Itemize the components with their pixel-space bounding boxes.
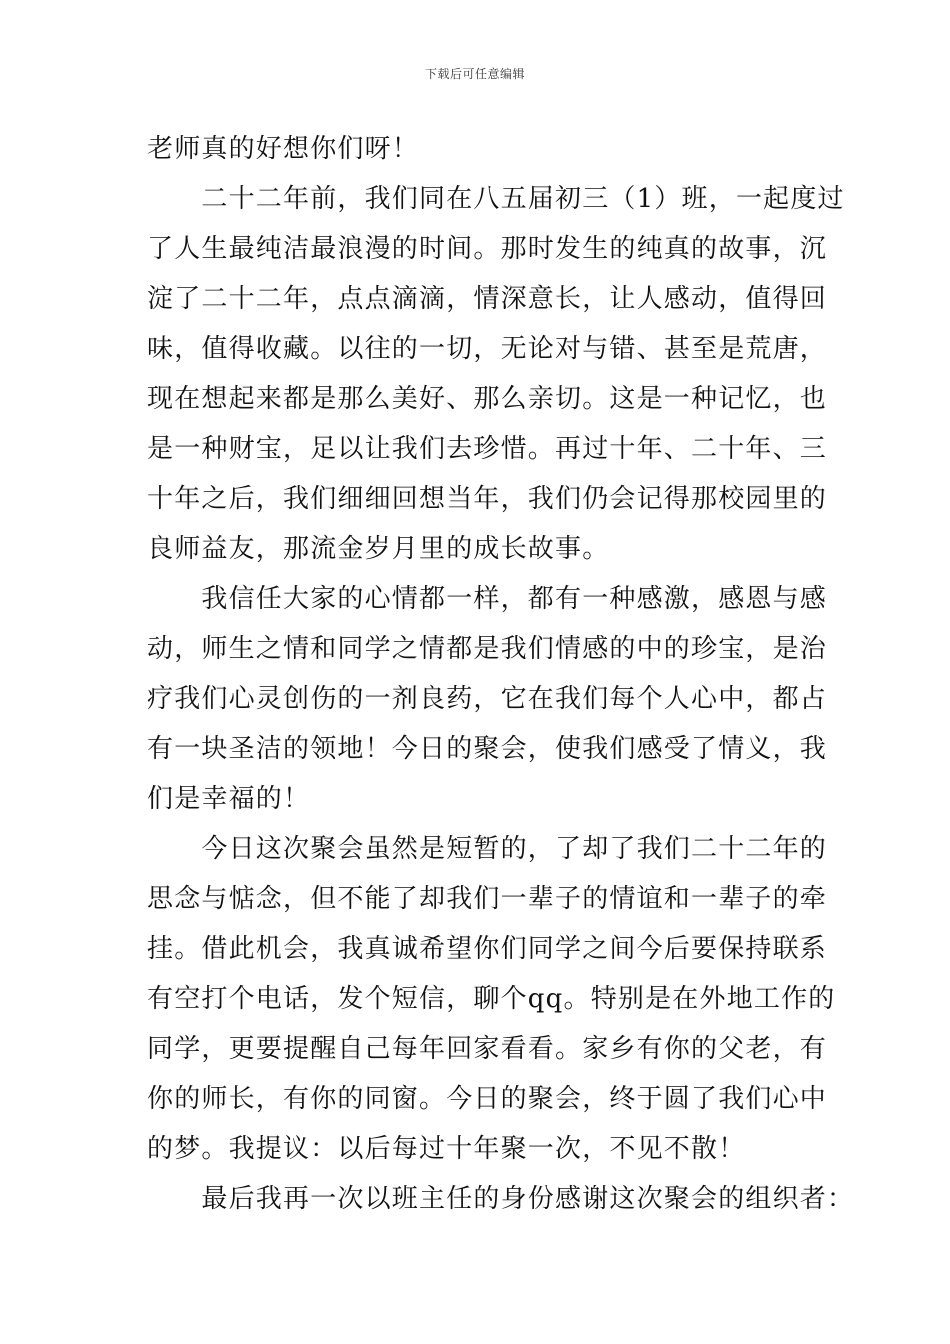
text-line: 我信任大家的心情都一样，都有一种感激，感恩与感: [147, 584, 828, 614]
page-header: 下载后可任意编辑: [424, 67, 525, 81]
text-line: 十年之后，我们细细回想当年，我们仍会记得那校园里的: [147, 484, 828, 514]
text-line: 今日这次聚会虽然是短暂的，了却了我们二十二年的: [147, 834, 828, 864]
text-line: 二十二年前，我们同在八五届初三（1）班，一起度过: [147, 184, 845, 214]
text-line: 同学，更要提醒自己每年回家看看。家乡有你的父老，有: [147, 1034, 828, 1064]
text-line: 疗我们心灵创伤的一剂良药，它在我们每个人心中，都占: [147, 684, 828, 714]
text-line: 挂。借此机会，我真诚希望你们同学之间今后要保持联系: [147, 934, 828, 964]
text-line: 有一块圣洁的领地！今日的聚会，使我们感受了情义，我: [147, 734, 828, 764]
text-line: 思念与惦念，但不能了却我们一辈子的情谊和一辈子的牵: [147, 884, 828, 914]
text-line: 良师益友，那流金岁月里的成长故事。: [147, 534, 610, 564]
text-line: 你的师长，有你的同窗。今日的聚会，终于圆了我们心中: [147, 1084, 828, 1114]
text-line: 了人生最纯洁最浪漫的时间。那时发生的纯真的故事，沉: [147, 234, 828, 264]
text-line: 动，师生之情和同学之情都是我们情感的中的珍宝，是治: [147, 634, 828, 664]
text-line: 的梦。我提议：以后每过十年聚一次，不见不散！: [147, 1134, 746, 1164]
text-line: 有空打个电话，发个短信，聊个qq。特别是在外地工作的: [147, 984, 836, 1014]
text-line: 现在想起来都是那么美好、那么亲切。这是一种记忆，也: [147, 384, 828, 414]
text-line: 是一种财宝，足以让我们去珍惜。再过十年、二十年、三: [147, 434, 828, 464]
text-line: 淀了二十二年，点点滴滴，情深意长，让人感动，值得回: [147, 284, 828, 314]
text-line: 味，值得收藏。以往的一切，无论对与错、甚至是荒唐，: [147, 334, 828, 364]
text-line: 最后我再一次以班主任的身份感谢这次聚会的组织者：: [147, 1184, 855, 1214]
text-line: 老师真的好想你们呀！: [147, 134, 420, 164]
text-line: 们是幸福的！: [147, 784, 311, 814]
